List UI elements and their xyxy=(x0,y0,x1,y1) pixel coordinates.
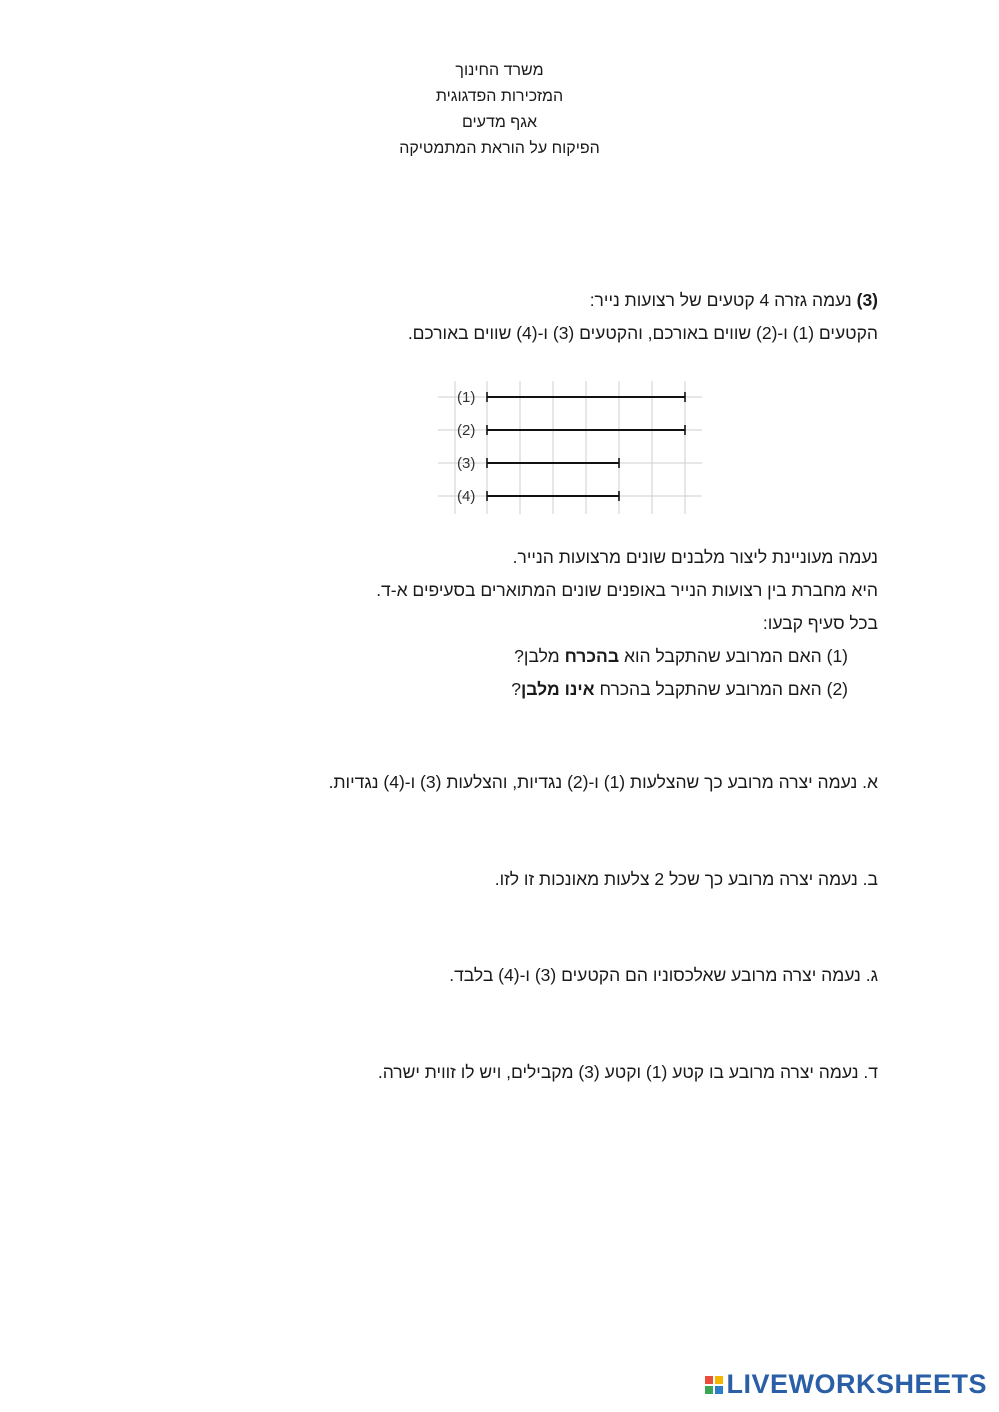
q1-text: (1) האם המרובע שהתקבל הוא xyxy=(619,646,848,666)
equal-lengths-line: הקטעים (1) ו-(2) שווים באורכם, והקטעים (3) ו-(4) שווים באורכם. xyxy=(407,323,878,343)
item-b: ב. נעמה יצרה מרובע כך שכל 2 צלעות מאונכות זו לזו. xyxy=(494,869,878,889)
logo-mark-icon xyxy=(705,1376,723,1394)
segment-label: (2) xyxy=(457,422,476,439)
header-line-ministry: משרד החינוך xyxy=(455,62,544,79)
segment-1 xyxy=(457,389,685,406)
q2-emphasis: אינו מלבן xyxy=(521,679,595,699)
item-a: א. נעמה יצרה מרובע כך שהצלעות (1) ו-(2) נגדיות, והצלעות (3) ו-(4) נגדיות. xyxy=(328,772,878,792)
logo-text: LIVEWORKSHEETS xyxy=(726,1369,987,1399)
header-line-supervision: הפיקוח על הוראת המתמטיקה xyxy=(399,140,600,157)
task-question-2 xyxy=(376,673,878,706)
q1-emphasis: בהכרח xyxy=(564,646,620,666)
segment-label: (4) xyxy=(457,488,476,505)
segment-label: (3) xyxy=(457,455,476,472)
item-d: ד. נעמה יצרה מרובע בו קטע (1) וקטע (3) מקבילים, ויש לו זווית ישרה. xyxy=(377,1062,878,1082)
item-c: ג. נעמה יצרה מרובע שאלכסוניו הם הקטעים (3) ו-(4) בלבד. xyxy=(449,965,878,985)
task-line-3: בכל סעיף קבעו: xyxy=(762,613,878,633)
question-title-line xyxy=(408,284,878,317)
segment-label: (1) xyxy=(457,389,476,406)
diagram-grid xyxy=(438,381,702,514)
question-intro xyxy=(408,284,878,350)
header-line-secretariat: המזכירות הפדגוגית xyxy=(435,88,564,105)
q2-end: ? xyxy=(511,679,522,699)
liveworksheets-logo[interactable] xyxy=(705,1369,987,1400)
task-description xyxy=(376,541,878,706)
segment-2 xyxy=(457,422,685,439)
task-question-1 xyxy=(376,640,878,673)
q1-end: מלבן? xyxy=(514,646,565,666)
segments-diagram xyxy=(434,378,704,518)
ministry-header xyxy=(0,58,999,162)
question-intro-text: נעמה גזרה 4 קטעים של רצועות נייר: xyxy=(589,290,857,310)
task-line-2: היא מחברת בין רצועות הנייר באופנים שונים המתוארים בסעיפים א-ד. xyxy=(376,580,878,600)
q2-text: (2) האם המרובע שהתקבל בהכרח xyxy=(594,679,848,699)
task-line-1: נעמה מעוניינת ליצור מלבנים שונים מרצועות הנייר. xyxy=(512,547,878,567)
header-line-department: אגף מדעים xyxy=(461,114,538,131)
question-number: (3) xyxy=(856,290,878,310)
